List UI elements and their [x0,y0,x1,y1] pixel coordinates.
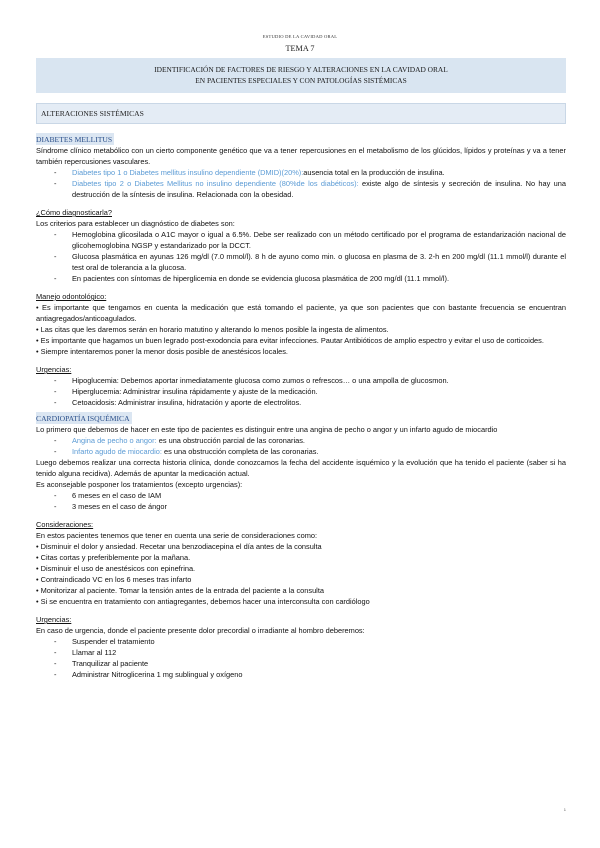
diabetes-types-list [36,167,566,200]
type-name: Diabetes tipo 1 o Diabetes mellitus insulino dependiente (DMID)(20%): [72,168,304,177]
diabetes-emergencies-list [36,375,566,408]
cardio-types-list [36,435,566,457]
postpone-list [36,490,566,512]
list-item [54,446,566,457]
list-item: - 3 meses en el caso de ángor [54,501,566,512]
list-item: - Hipoglucemia: Debemos aportar inmediatamente glucosa como zumos o refrescos… o una ampolla de glucosmon. [54,375,566,386]
type-desc: es una obstrucción completa de las coronarias. [164,447,319,456]
clinical-history-paragraph: Luego debemos realizar una correcta historia clínica, donde conozcamos la fecha del accidente isquémico y la evolución que ha tenido el paciente (saber si ha tenido alguna recidiva). Además de apuntar la medicación actual. [36,458,566,478]
title-line-1: IDENTIFICACIÓN DE FACTORES DE RIESGO Y ALTERACIONES EN LA CAVIDAD ORAL [154,65,448,74]
list-item: - Glucosa plasmática en ayunas 126 mg/dl (7.0 mmol/l). 8 h de ayuno como min. o glucosa en plasma de 3. 2-h en 200 mg/dl (11.1 mmol/l) durante el test oral de tolerancia a la glucosa. [54,251,566,273]
list-item: • Si se encuentra en tratamiento con antiagregantes, debemos hacer una interconsulta con cardiólogo [36,597,370,606]
list-item: • Las citas que les daremos serán en horario matutino y alterando lo menos posible la ingesta de alimentos. [36,325,389,334]
list-item: • Disminuir el dolor y ansiedad. Recetar una benzodiacepina el día antes de la consulta [36,542,322,551]
list-item: • Contraindicado VC en los 6 meses tras infarto [36,575,192,584]
section-title-box [36,103,566,124]
list-item: • Citas cortas y preferiblemente por la mañana. [36,553,191,562]
type-desc: ausencia total en la producción de insulina. [303,168,445,177]
cardio-emergencies-list [36,636,566,680]
running-header: ESTUDIO DE LA CAVIDAD ORAL [262,34,338,39]
type-desc: es una obstrucción parcial de las coronarias. [158,436,305,445]
list-item: • Es importante que hagamos un buen legrado post-exodoncia para evitar infecciones. Pautar Antibióticos de amplio espectro y evitar el uso de corticoides. [36,336,544,345]
list-item: - Suspender el tratamiento [54,636,566,647]
list-item [54,167,566,178]
considerations-intro: En estos pacientes tenemos que tener en cuenta una serie de consideraciones como: [36,531,318,540]
postpone-intro: Es aconsejable posponer los tratamientos (excepto urgencias): [36,480,243,489]
cardio-emergencies-intro: En caso de urgencia, donde el paciente presente dolor precordial o irradiante al hombro deberemos: [36,626,365,635]
diabetes-emergencies-heading: Urgencias: [36,365,72,374]
title-line-2: EN PACIENTES ESPECIALES Y CON PATOLOGÍAS SISTÉMICAS [195,76,407,85]
document-title-banner [36,58,566,93]
type-name: Angina de pecho o angor: [72,436,157,445]
cardio-intro: Lo primero que debemos de hacer en este tipo de pacientes es distinguir entre una angina de pecho o angor y un infarto agudo de miocardio [36,425,498,434]
cardio-emergencies-heading: Urgencias: [36,615,72,624]
list-item: - Llamar al 112 [54,647,566,658]
list-item: - En pacientes con síntomas de hiperglicemia en donde se evidencia glucosa plasmática de 200 mg/dl (11.1 mmol/l). [54,273,566,284]
type-name: Diabetes tipo 2 o Diabetes Mellitus no insulino dependiente (80%de los diabéticos): [72,179,359,188]
list-item: - Cetoacidosis: Administrar insulina, hidratación y aporte de electrolitos. [54,397,566,408]
list-item: • Monitorizar al paciente. Tomar la tensión antes de la entrada del paciente a la consulta [36,586,324,595]
cardio-heading: CARDIOPATÍA ISQUÉMICA [36,414,130,423]
diagnosis-heading: ¿Cómo diagnosticarla? [36,208,112,217]
list-item: - Administrar Nitroglicerina 1 mg sublingual y oxígeno [54,669,566,680]
section-title: ALTERACIONES SISTÉMICAS [41,109,144,118]
dental-management-heading: Manejo odontológico: [36,292,107,301]
type-name: Infarto agudo de miocardio: [72,447,162,456]
list-item: - 6 meses en el caso de IAM [54,490,566,501]
list-item: • Siempre intentaremos poner la menor dosis posible de anestésicos locales. [36,347,288,356]
list-item: • Disminuir el uso de anestésicos con epinefrina. [36,564,196,573]
list-item: • Es importante que tengamos en cuenta la medicación que está tomando el paciente, ya que son pacientes que con bastante frecuencia se encuentran antiagregados/anticoagulados. [36,303,566,323]
list-item: - Tranquilizar al paciente [54,658,566,669]
page-number: 1 [563,807,566,812]
list-item [54,178,566,200]
diabetes-intro: Síndrome clínico metabólico con un cierto componente genético que va a tener repercusiones en el metabolismo de los glúcidos, lípidos y proteínas y va a tener también repercusiones vasculares. [36,146,566,166]
type-desc: existe algo de síntesis y secreción de insulina. No hay una destrucción de la síntesis de insulina. Relacionada con la obesidad. [72,179,566,199]
page-content [36,133,566,680]
topic-number: TEMA 7 [285,44,315,53]
list-item: - Hemoglobina glicosilada o A1C mayor o igual a 6.5%. Debe ser realizado con un método certificado por el programa de estandarización nacional de glicohemoglobina NGSP y estandarizado por la DCCT. [54,229,566,251]
list-item: - Hiperglucemia: Administrar insulina rápidamente y ajuste de la medicación. [54,386,566,397]
diabetes-heading: DIABETES MELLITUS [36,135,113,144]
criteria-list [36,229,566,284]
considerations-heading: Consideraciones: [36,520,94,529]
diagnosis-intro: Los criterios para establecer un diagnóstico de diabetes son: [36,219,235,228]
list-item [54,435,566,446]
